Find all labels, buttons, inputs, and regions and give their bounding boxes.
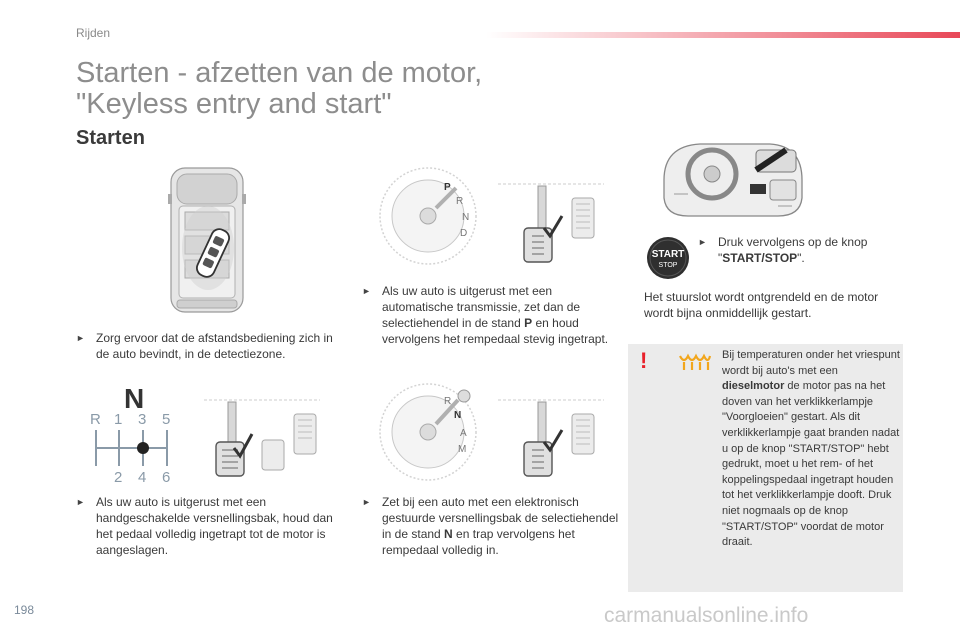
instruction-automatic-key: P xyxy=(524,316,533,330)
gear-label-n: N xyxy=(462,212,470,223)
warning-text xyxy=(722,348,900,551)
gear-label-p: P xyxy=(444,182,451,193)
instruction-start-key: START/STOP xyxy=(722,251,798,265)
instruction-start-button xyxy=(698,234,878,266)
stop-label: STOP xyxy=(658,262,678,269)
start-stop-button-icon xyxy=(646,236,690,280)
instruction-automatic xyxy=(362,283,624,347)
arrow-bullet-icon: ► xyxy=(698,237,707,247)
gear-3: 3 xyxy=(138,411,147,428)
section-heading: Starten xyxy=(76,127,145,149)
arrow-bullet-icon: ► xyxy=(76,497,85,507)
gear-6: 6 xyxy=(162,469,171,486)
gear-label-d: D xyxy=(460,228,468,239)
chapter-label: Rijden xyxy=(76,26,111,40)
instruction-electronic-key: N xyxy=(444,527,453,541)
start-label: START xyxy=(651,249,685,260)
arrow-bullet-icon: ► xyxy=(362,497,371,507)
page-title-line-2: "Keyless entry and start" xyxy=(76,88,392,120)
page-title-line-1: Starten - afzetten van de motor, xyxy=(76,57,483,89)
header-accent-bar xyxy=(486,32,960,38)
gear-r: R xyxy=(90,411,101,428)
gear-2: 2 xyxy=(114,469,123,486)
instruction-automatic-text-2: en houd vervolgens het rempedaal stevig ingetrapt. xyxy=(382,316,609,346)
instruction-electronic-text-1: Zet bij een auto met een elektronisch gestuurde versnellingsbak de selectiehendel in de stand xyxy=(382,495,619,541)
arrow-bullet-icon: ► xyxy=(76,333,85,343)
clutch-pedal-illustration xyxy=(200,396,324,484)
gear-4: 4 xyxy=(138,469,147,486)
manual-gear-selected: N xyxy=(124,383,145,414)
egear-label-a: A xyxy=(460,428,467,439)
page-title xyxy=(76,58,482,120)
warning-exclamation-icon: ! xyxy=(640,348,648,373)
warning-text-emph: dieselmotor xyxy=(722,380,785,393)
dashboard-illustration xyxy=(660,140,806,220)
warning-text-rest: de motor pas na het doven van het verklikkerlampje "Voorgloeien" gestart. Als dit verklikkerlampje gaat branden nadat u op de knop "START/STOP" hebt gedrukt, moet u het rem- of het koppelingspedaal ingetrapt houden tot het verklikkerlampje dooft. Druk niet nogmaals op de knop "START/STOP" voordat de motor draait. xyxy=(722,380,900,549)
instruction-remote xyxy=(76,330,338,362)
gear-1: 1 xyxy=(114,411,123,428)
gear-label-r: R xyxy=(456,196,464,207)
instruction-electronic-text-2: en trap vervolgens het rempedaal volledig in. xyxy=(382,527,575,557)
gear-5: 5 xyxy=(162,411,171,428)
page-number: 198 xyxy=(14,603,35,617)
instruction-remote-text: Zorg ervoor dat de afstandsbediening zich in de auto bevindt, in de detectiezone. xyxy=(96,331,333,361)
instruction-start-text-2: ". xyxy=(797,251,805,265)
manual-gear-diagram xyxy=(88,378,184,486)
instruction-manual-text: Als uw auto is uitgerust met een handgeschakelde versnellingsbak, houd dan het pedaal volledig ingetrapt tot de motor is aangeslagen. xyxy=(96,495,333,557)
glow-plug-icon xyxy=(678,352,712,372)
remote-key-icon xyxy=(196,224,230,282)
instruction-start-text-1: Druk vervolgens op de knop " xyxy=(718,235,868,265)
egear-label-r: R xyxy=(444,396,452,407)
brake-pedal-illustration-auto xyxy=(494,180,606,268)
egear-label-n: N xyxy=(454,410,462,421)
instruction-manual xyxy=(76,494,338,558)
arrow-bullet-icon: ► xyxy=(362,286,371,296)
steering-lock-note: Het stuurslot wordt ontgrendeld en de motor wordt bijna onmiddellijk gestart. xyxy=(644,290,879,320)
egear-label-m: M xyxy=(458,444,467,455)
instruction-automatic-text-1: Als uw auto is uitgerust met een automatische transmissie, zet dan de selectiehendel in de stand xyxy=(382,284,581,330)
instruction-electronic xyxy=(362,494,624,558)
electronic-gear-selector-illustration xyxy=(378,382,484,482)
brake-pedal-illustration-electronic xyxy=(494,396,606,484)
watermark: carmanualsonline.info xyxy=(604,604,809,627)
automatic-gear-selector-illustration xyxy=(378,166,484,266)
warning-text-intro: Bij temperaturen onder het vriespunt wordt bij auto's met een xyxy=(722,349,900,377)
